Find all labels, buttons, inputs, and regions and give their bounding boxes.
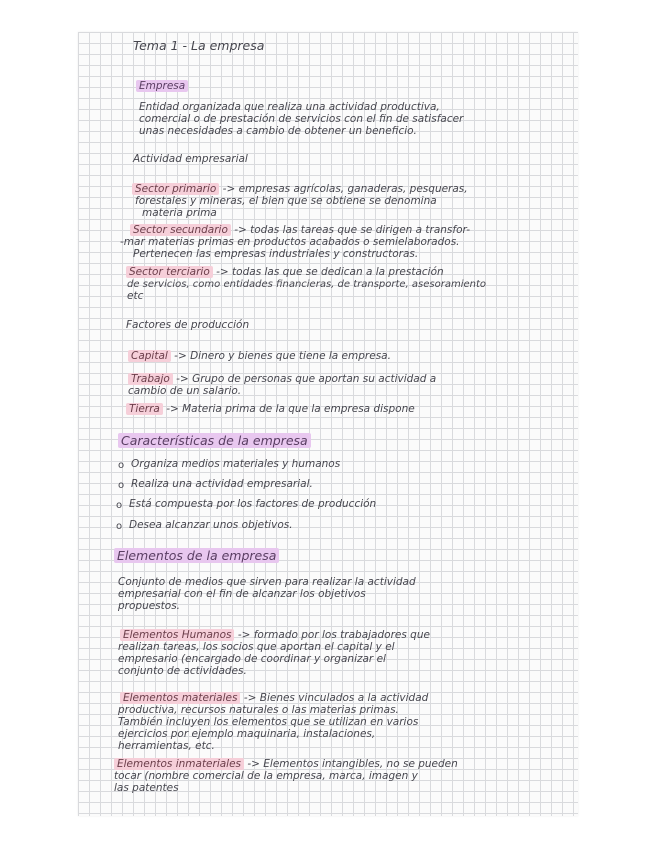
empresa-line: Entidad organizada que realiza una actividad productiva, <box>139 101 440 113</box>
caracteristica-item: Organiza medios materiales y humanos <box>131 458 341 470</box>
sector-secundario-line: Pertenecen las empresas industriales y constructoras. <box>133 248 419 260</box>
empresa-heading-label: Empresa <box>136 80 188 92</box>
caracteristica-item: Desea alcanzar unos objetivos. <box>129 519 293 531</box>
sector-terciario-line: etc <box>127 290 144 302</box>
caracteristica-item: Realiza una actividad empresarial. <box>131 478 313 490</box>
elementos-inmateriales-label: Elementos inmateriales <box>114 758 244 770</box>
elementos-inmateriales-text: -> Elementos intangibles, no se pueden <box>247 758 458 770</box>
empresa-heading <box>136 80 188 93</box>
bullet-icon: o <box>118 480 125 491</box>
elementos-materiales-line: ejercicios por ejemplo maquinaria, instalaciones, <box>118 728 376 740</box>
elementos-humanos-text: -> formado por los trabajadores que <box>237 629 430 641</box>
elementos-humanos-line: realizan tareas, los socios que aportan el capital y el <box>118 641 395 653</box>
elementos-inmateriales-line: las patentes <box>114 782 179 794</box>
sector-primario-line: materia prima <box>142 207 217 219</box>
elementos-intro-line: Conjunto de medios que sirven para realizar la actividad <box>118 576 416 588</box>
factor-capital-label: Capital <box>128 350 171 362</box>
elementos-heading-label: Elementos de la empresa <box>114 548 279 563</box>
elementos-inmateriales-line: tocar (nombre comercial de la empresa, marca, imagen y <box>114 770 418 782</box>
factor-capital-text: -> Dinero y bienes que tiene la empresa. <box>174 350 391 362</box>
empresa-line: comercial o de prestación de servicios con el fin de satisfacer <box>139 113 464 125</box>
sector-terciario-label: Sector terciario <box>126 266 213 278</box>
sector-secundario-line: -mar materias primas en productos acabados o semielaborados. <box>120 236 460 248</box>
elementos-humanos-label: Elementos Humanos <box>120 629 234 641</box>
factor-capital <box>128 350 391 363</box>
bullet-icon: o <box>116 521 123 532</box>
sector-secundario-label: Sector secundario <box>130 224 231 236</box>
bullet-icon: o <box>116 500 123 511</box>
caracteristicas-heading <box>118 434 311 448</box>
factor-tierra-text: -> Materia prima de la que la empresa dispone <box>166 403 415 415</box>
elementos-humanos-line: conjunto de actividades. <box>118 665 247 677</box>
elementos-materiales-text: -> Bienes vinculados a la actividad <box>243 692 429 704</box>
elementos-humanos-line: empresario (encargado de coordinar y organizar el <box>118 653 386 665</box>
empresa-line: unas necesidades a cambio de obtener un beneficio. <box>139 125 417 137</box>
elementos-materiales-line: También incluyen los elementos que se utilizan en varios <box>118 716 419 728</box>
factor-trabajo-label: Trabajo <box>128 373 173 385</box>
elementos-intro-line: propuestos. <box>118 600 181 612</box>
sector-primario-line: forestales y mineras, el bien que se obtiene se denomina <box>135 195 437 207</box>
sector-secundario-text: -> todas las tareas que se dirigen a transfor- <box>234 224 471 236</box>
sector-primario-text: -> empresas agrícolas, ganaderas, pesqueras, <box>222 183 468 195</box>
elementos-materiales-line: herramientas, etc. <box>118 740 215 752</box>
sector-terciario-text: -> todas las que se dedican a la prestación <box>216 266 444 278</box>
caracteristicas-heading-label: Características de la empresa <box>118 433 311 448</box>
factor-trabajo-text: -> Grupo de personas que aportan su actividad a <box>176 373 437 385</box>
page-title: Tema 1 - La empresa <box>133 38 265 53</box>
caracteristica-item: Está compuesta por los factores de producción <box>129 498 377 510</box>
elementos-materiales-line: productiva, recursos naturales o las materias primas. <box>118 704 399 716</box>
sector-terciario-line: de servicios, como entidades financieras, de transporte, asesoramiento <box>127 279 487 290</box>
elementos-intro-line: empresarial con el fin de alcanzar los objetivos <box>118 588 366 600</box>
factor-tierra-label: Tierra <box>126 403 163 415</box>
bullet-icon: o <box>118 460 125 471</box>
sector-primario-label: Sector primario <box>132 183 219 195</box>
elementos-heading <box>114 549 279 563</box>
actividad-heading: Actividad empresarial <box>133 153 248 165</box>
factor-tierra <box>126 403 415 416</box>
factor-trabajo-line: cambio de un salario. <box>128 385 242 397</box>
elementos-materiales-label: Elementos materiales <box>120 692 240 704</box>
factores-heading: Factores de producción <box>126 319 250 331</box>
